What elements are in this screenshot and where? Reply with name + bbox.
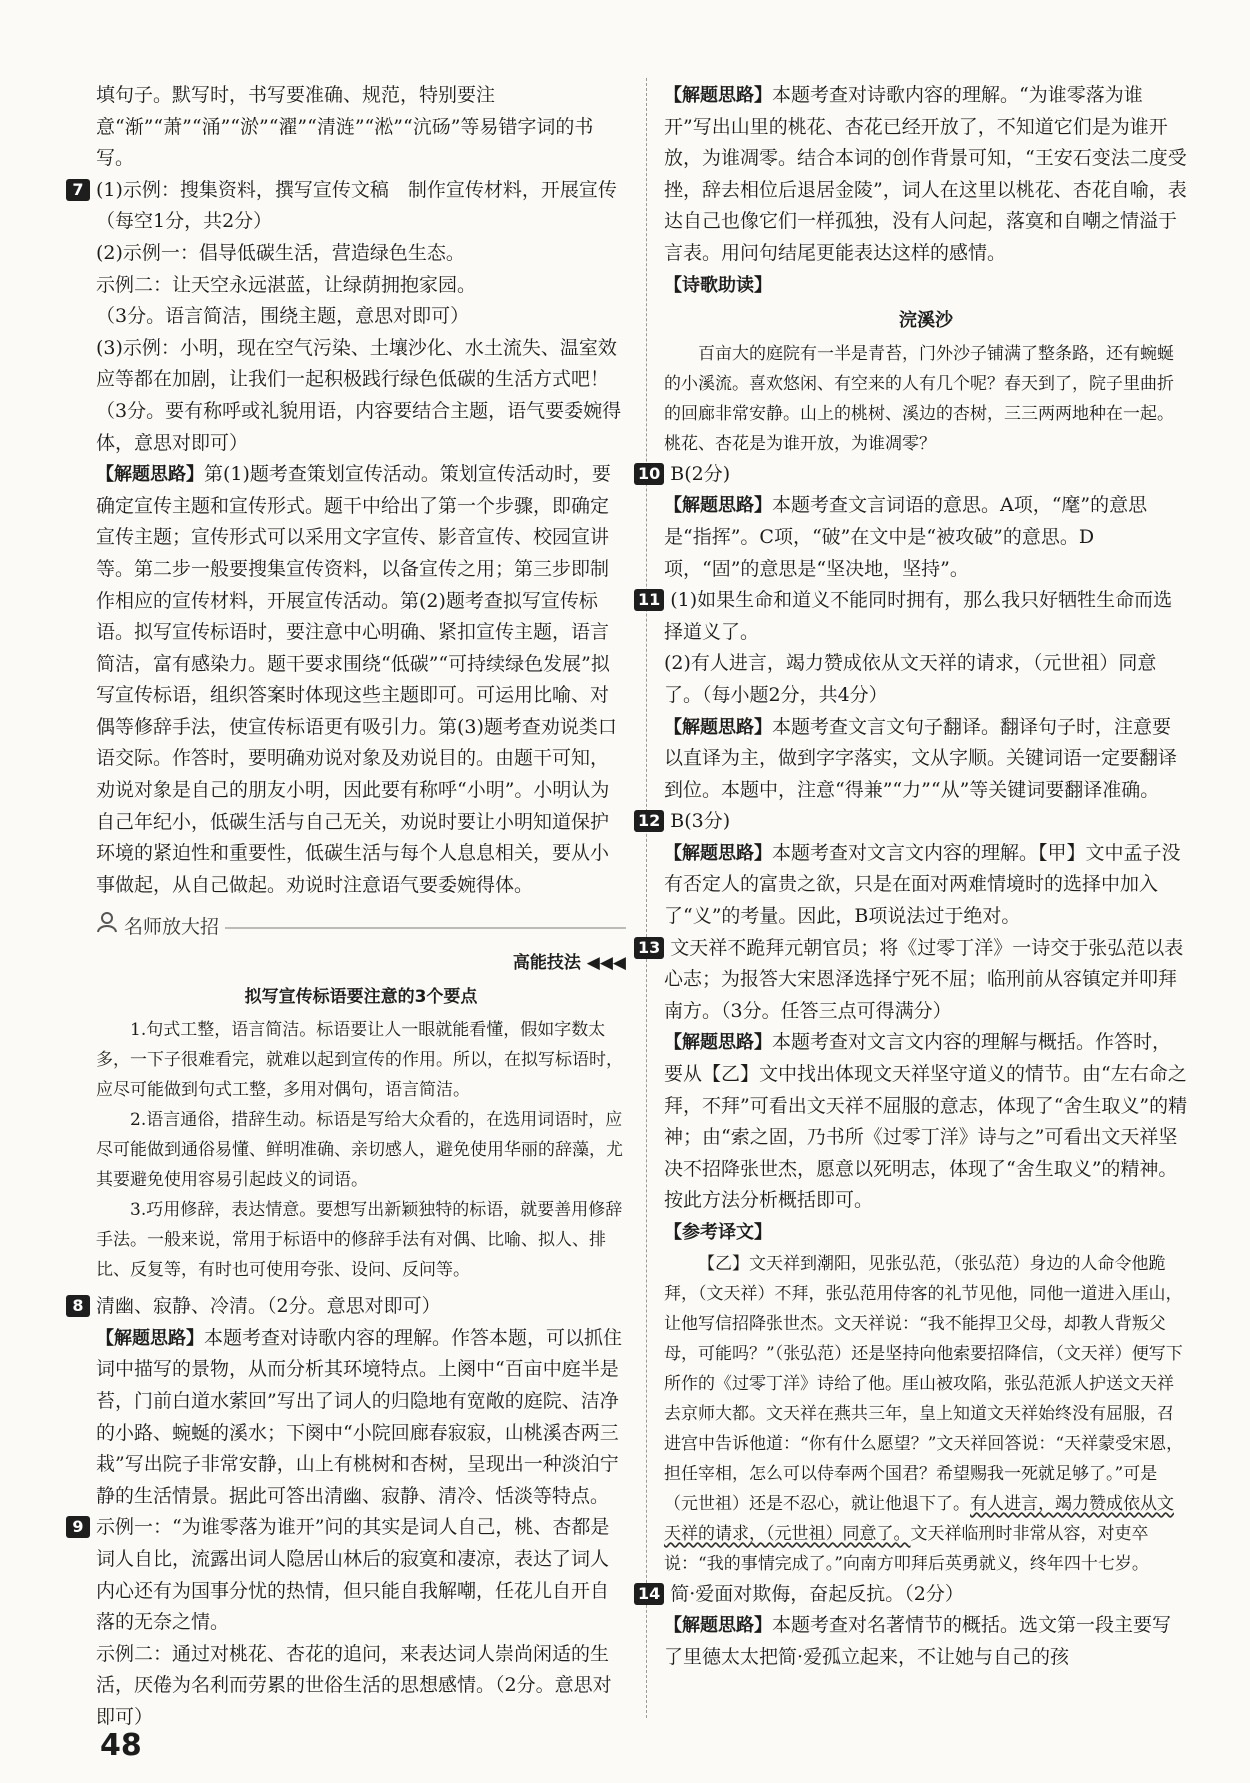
tips-heading: 名师放大招	[124, 915, 220, 938]
poem-help-label: 【诗歌助读】	[664, 274, 772, 296]
answer-text: 示例二：让天空永远湛蓝，让绿荫拥抱家园。	[96, 273, 477, 296]
answer-text: (3)示例：小明，现在空气污染、土壤沙化、水土流失、温室效应等都在加剧，让我们一起积极践行绿色低碳的生活方式吧！（3分。要有称呼或礼貌用语，内容要结合主题，语气要委婉得体，意思对即可）	[96, 336, 622, 454]
question-number: 10	[634, 463, 664, 485]
page-number: 48	[100, 1728, 142, 1763]
tip-paragraph: 3.巧用修辞，表达情意。要想写出新颖独特的标语，就要善用修辞手法。一般来说，常用于标语中的修辞手法有对偶、比喻、拟人、排比、反复等，有时也可使用夸张、设问、反问等。	[96, 1200, 623, 1281]
question-number: 7	[66, 179, 90, 201]
analysis-label: 【解题思路】	[664, 842, 772, 864]
tip-paragraph: 2.语言通俗，措辞生动。标语是写给大众看的，在选用词语时，应尽可能做到通俗易懂、鲜明准确、亲切感人，避免使用华丽的辞藻，尤其要避免使用容易引起歧义的词语。	[96, 1110, 623, 1191]
question-8	[72, 1291, 626, 1512]
question-7	[72, 175, 626, 902]
answer-text: 示例一：“为谁零落为谁开”问的其实是词人自己，桃、杏都是词人自比，流露出词人隐居山林后的寂寞和凄凉，表达了词人内心还有为国事分忧的热情，但只能自我解嘲，任花儿自开自落的无奈之情。	[96, 1516, 610, 1634]
tips-box	[96, 911, 626, 1285]
tips-header	[96, 911, 626, 944]
intro-text: 填句子。默写时，书写要准确、规范，特别要注意“渐”“萧”“涌”“淤”“濯”“清涟”“淞”“沆砀”等易错字词的书写。	[96, 84, 594, 170]
answer-text: 示例二：通过对桃花、杏花的追问，来表达词人崇尚闲适的生活，厌倦为名利而劳累的世俗生活的思想感情。（2分。意思对即可）	[96, 1642, 612, 1728]
question-number: 9	[66, 1516, 90, 1538]
analysis-text: 本题考查对文言文内容的理解。【甲】文中孟子没有否定人的富贵之欲，只是在面对两难情境时的选择中加入了“义”的考量。因此，B项说法过于绝对。	[664, 841, 1181, 928]
tips-title: 拟写宣传标语要注意的3个要点	[244, 986, 478, 1007]
question-12	[638, 806, 1188, 932]
analysis-text: 本题考查对诗歌内容的理解。作答本题，可以抓住词中描写的景物，从而分析其环境特点。上阕中“百亩中庭半是苔，门前白道水萦回”写出了词人的归隐地有宽敞的庭院、洁净的小路、蜿蜒的溪水；下阕中“小院回廊春寂寂，山桃溪杏两三栽”写出院子非常安静，山上有桃树和杏树，呈现出一种淡泊宁静的生活情景。据此可答出清幽、寂静、清冷、恬淡等特点。	[96, 1326, 623, 1507]
analysis-text: 第(1)题考查策划宣传活动。策划宣传活动时，要确定宣传主题和宣传形式。题干中给出了第一个步骤，即确定宣传主题；宣传形式可以采用文字宣传、影音宣传、校园宣讲等。第二步一般要搜集宣传资料，以备宣传之用；第三步即制作相应的宣传材料，开展宣传活动。第(2)题考查拟写宣传标语。拟写宣传标语时，要注意中心明确、紧扣宣传主题，语言简洁，富有感染力。题干要求围绕“低碳”“可持续绿色发展”拟写宣传标语，组织答案时体现这些主题即可。可运用比喻、对偶等修辞手法，使宣传标语更有吸引力。第(3)题考查劝说类口语交际。作答时，要明确劝说对象及劝说目的。由题干可知，劝说对象是自己的朋友小明，因此要有称呼“小明”。小明认为自己年纪小，低碳生活与自己无关，劝说时要让小明知道保护环境的紧迫性和重要性，低碳生活与每个人息息相关，要从小事做起，从自己做起。劝说时注意语气要委婉得体。	[96, 463, 617, 896]
analysis-label: 【解题思路】	[664, 85, 772, 106]
column-divider	[646, 78, 647, 1718]
tips-rule	[225, 927, 626, 929]
answer-text: 清幽、寂静、冷清。（2分。意思对即可）	[96, 1295, 441, 1318]
analysis-label: 【解题思路】	[96, 1327, 204, 1349]
analysis-text: 本题考查文言文句子翻译。翻译句子时，注意要以直译为主，做到字字落实，文从字顺。关键词语一定要翻译到位。本题中，注意“得兼”“力”“从”等关键词要翻译准确。	[664, 715, 1178, 801]
analysis-label: 【解题思路】	[96, 464, 204, 486]
analysis-text: 本题考查对名著情节的概括。选文第一段主要写了里德太太把简·爱孤立起来，不让她与自己的孩	[664, 1614, 1172, 1668]
analysis-label: 【解题思路】	[664, 1615, 772, 1637]
tips-sub-label: 高能技法	[512, 953, 581, 974]
question-number: 12	[634, 810, 664, 832]
teacher-icon	[96, 911, 118, 944]
question-number: 11	[634, 589, 664, 611]
poem-title: 浣溪沙	[899, 310, 953, 332]
left-column	[72, 80, 626, 1734]
analysis-label: 【解题思路】	[664, 495, 772, 517]
poem-translation: 百亩大的庭院有一半是青苔，门外沙子铺满了整条路，还有蜿蜒的小溪流。喜欢悠闲、有空来的人有几个呢？春天到了，院子里曲折的回廊非常安静。山上的桃树、溪边的杏树，三三两两地种在一起。桃花、杏花是为谁开放，为谁凋零？	[664, 343, 1174, 454]
triple-arrow-icon: ◀◀◀	[586, 953, 626, 974]
answer-text: (2)有人进言，竭力赞成依从文天祥的请求，（元世祖）同意了。（每小题2分，共4分）	[664, 652, 1157, 706]
answer-text: B(3分)	[670, 810, 731, 833]
analysis-text: 本题考查文言词语的意思。A项，“麾”的意思是“指挥”。C项，“破”在文中是“被攻破”的意思。D项，“固”的意思是“坚决地，坚持”。	[664, 494, 1148, 580]
answer-text: (1)示例：搜集资料，撰写宣传文稿 制作宣传材料，开展宣传（每空1分，共2分）	[96, 178, 617, 233]
answer-text: 文天祥不跪拜元朝官员；将《过零丁洋》一诗交于张弘范以表心志；为报答大宋恩泽选择宁死不屈；临刑前从容镇定并叩拜南方。（3分。任答三点可得满分）	[664, 936, 1184, 1022]
question-9	[72, 1512, 626, 1733]
question-11	[638, 585, 1188, 806]
analysis-text: 本题考查对诗歌内容的理解。“为谁零落为谁开”写出山里的桃花、杏花已经开放了，不知道它们是为谁开放，为谁凋零。结合本词的创作背景可知，“王安石变法二度受挫，辞去相位后退居金陵”，词人在这里以桃花、杏花自喻，表达自己也像它们一样孤独，没有人问起，落寞和自嘲之情溢于言表。用问句结尾更能表达这样的感情。	[664, 84, 1187, 264]
tips-subheading	[96, 948, 626, 980]
translation-part: 【乙】文天祥到潮阳，见张弘范，（张弘范）身边的人命令他跪拜，（文天祥）不拜，张弘范用侍客的礼节见他，同他一道进入厓山，让他写信招降张世杰。文天祥说：“我不能捍卫父母，却教人背叛父母，可能吗？”（张弘范）还是坚持向他索要招降信，（文天祥）便写下所作的《过零丁洋》诗给了他。厓山被攻陷，张弘范派人护送文天祥去京师大都。文天祥在燕共三年，皇上知道文天祥始终没有屈服，召进宫中告诉他道：“你有什么愿望？”文天祥回答说：“天祥蒙受宋恩，担任宰相，怎么可以侍奉两个国君？希望赐我一死就足够了。”可是（元世祖）还是不忍心，就让他退下了。	[664, 1253, 1184, 1514]
translation-text	[664, 1249, 1188, 1579]
question-number: 13	[634, 937, 664, 959]
question-number: 14	[634, 1583, 664, 1605]
analysis-text: 本题考查对文言文内容的理解与概括。作答时，要从【乙】文中找出体现文天祥坚守道义的情节。由“左右命之拜，不拜”可看出文天祥不屈服的意志，体现了“舍生取义”的精神；由“索之固，乃书所《过零丁洋》诗与之”可看出文天祥坚决不招降张世杰，愿意以死明志，体现了“舍生取义”的精神。按此方法分析概括即可。	[664, 1031, 1188, 1212]
translation-part: 文天祥临刑时非常从容，对吏卒说：“我的事情完成了。”向南方叩拜后英勇就义，终年四十七岁。	[664, 1523, 1149, 1574]
answer-text: (2)示例一：倡导低碳生活，营造绿色生态。	[96, 241, 465, 264]
right-column	[638, 80, 1188, 1673]
answer-text: （3分。语言简洁，围绕主题，意思对即可）	[96, 305, 470, 328]
question-14	[638, 1579, 1188, 1674]
translation-wavy: 有人进言，竭力赞成依从文天祥的请求，（元世祖）同意了。	[664, 1493, 1174, 1544]
analysis-label: 【解题思路】	[664, 716, 772, 738]
answer-text: 简·爱面对欺侮，奋起反抗。（2分）	[670, 1582, 964, 1605]
tip-paragraph: 1.句式工整，语言简洁。标语要让人一眼就能看懂，假如字数太多，一下子很难看完，就难以起到宣传的作用。所以，在拟写标语时，应尽可能做到句式工整，多用对偶句，语言简洁。	[96, 1020, 623, 1101]
answer-text: B(2分)	[670, 462, 731, 485]
analysis-label: 【解题思路】	[664, 1032, 772, 1054]
answer-text: (1)如果生命和道义不能同时拥有，那么我只好牺牲生命而选择道义了。	[664, 589, 1173, 643]
question-number: 8	[66, 1295, 90, 1317]
question-13	[638, 933, 1188, 1579]
translation-label: 【参考译文】	[664, 1222, 772, 1243]
question-10	[638, 459, 1188, 585]
